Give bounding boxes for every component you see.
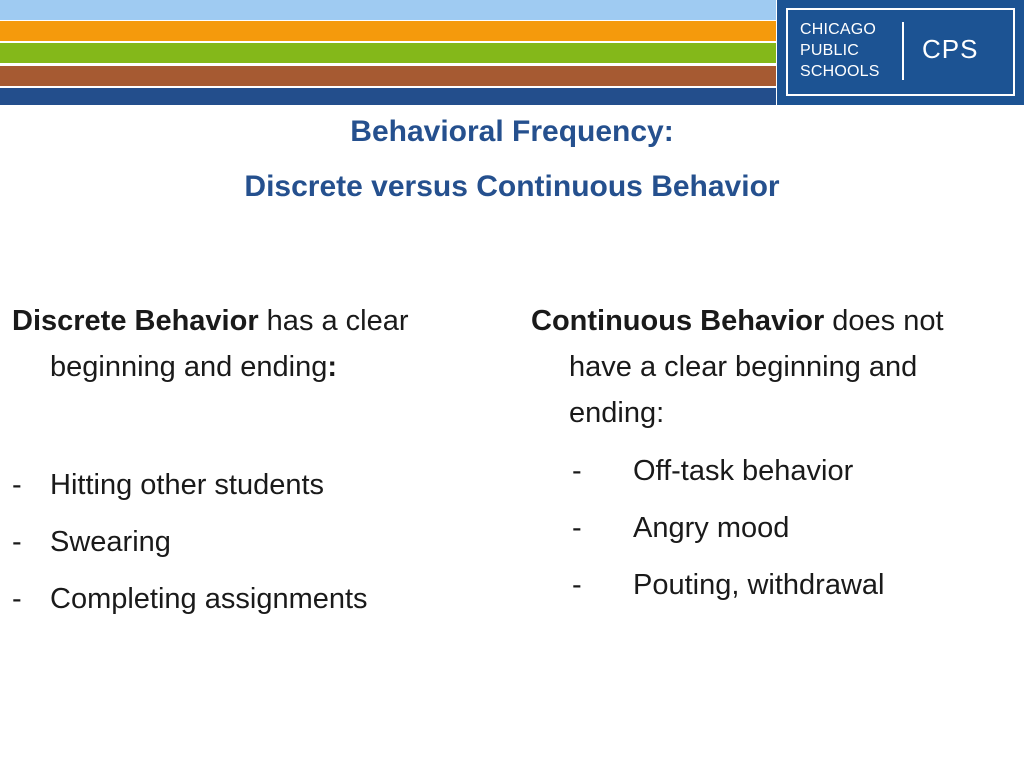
dash-bullet: - bbox=[12, 583, 22, 615]
continuous-term: Continuous Behavior bbox=[531, 305, 825, 337]
dash-bullet: - bbox=[12, 526, 22, 558]
cps-logo bbox=[777, 0, 1024, 105]
logo-line-1: CHICAGO bbox=[800, 21, 877, 38]
slide-title-line-2: Discrete versus Continuous Behavior bbox=[244, 170, 780, 203]
header-stripe-orange bbox=[0, 21, 776, 41]
logo-abbreviation: CPS bbox=[922, 34, 979, 64]
header-stripe-navy bbox=[0, 88, 776, 105]
discrete-behavior-column bbox=[12, 298, 512, 633]
discrete-examples-list bbox=[12, 462, 512, 622]
logo-line-2: PUBLIC bbox=[800, 42, 859, 59]
header-stripe-green bbox=[0, 43, 776, 63]
slide-title-line-1: Behavioral Frequency: bbox=[350, 115, 674, 148]
list-item bbox=[12, 462, 512, 508]
logo-divider bbox=[902, 22, 904, 80]
list-item-text: Off-task behavior bbox=[633, 455, 854, 487]
list-item-text: Angry mood bbox=[633, 512, 790, 544]
continuous-definition bbox=[531, 298, 1011, 436]
discrete-definition bbox=[12, 298, 512, 390]
continuous-examples-list bbox=[531, 448, 1011, 608]
list-item bbox=[531, 562, 1011, 608]
list-item-text: Completing assignments bbox=[50, 583, 368, 615]
discrete-definition-text: has a clear beginning and ending bbox=[50, 305, 409, 383]
list-item bbox=[12, 576, 512, 622]
dash-bullet: - bbox=[12, 469, 22, 501]
list-item-text: Pouting, withdrawal bbox=[633, 569, 885, 601]
list-item-text: Hitting other students bbox=[50, 469, 325, 501]
discrete-colon: : bbox=[327, 351, 338, 383]
list-item bbox=[531, 448, 1011, 494]
logo-frame bbox=[786, 8, 1015, 96]
list-item bbox=[12, 519, 512, 565]
continuous-definition-text: does not have a clear beginning and ending: bbox=[569, 305, 944, 429]
dash-bullet: - bbox=[572, 569, 582, 601]
header-stripe-brown bbox=[0, 66, 776, 86]
list-item-text: Swearing bbox=[50, 526, 171, 558]
discrete-term: Discrete Behavior bbox=[12, 305, 259, 337]
continuous-behavior-column bbox=[531, 298, 1011, 619]
logo-name bbox=[800, 19, 880, 82]
dash-bullet: - bbox=[572, 512, 582, 544]
dash-bullet: - bbox=[572, 455, 582, 487]
list-item bbox=[531, 505, 1011, 551]
header-stripe-sky bbox=[0, 0, 776, 20]
logo-line-3: SCHOOLS bbox=[800, 63, 880, 80]
